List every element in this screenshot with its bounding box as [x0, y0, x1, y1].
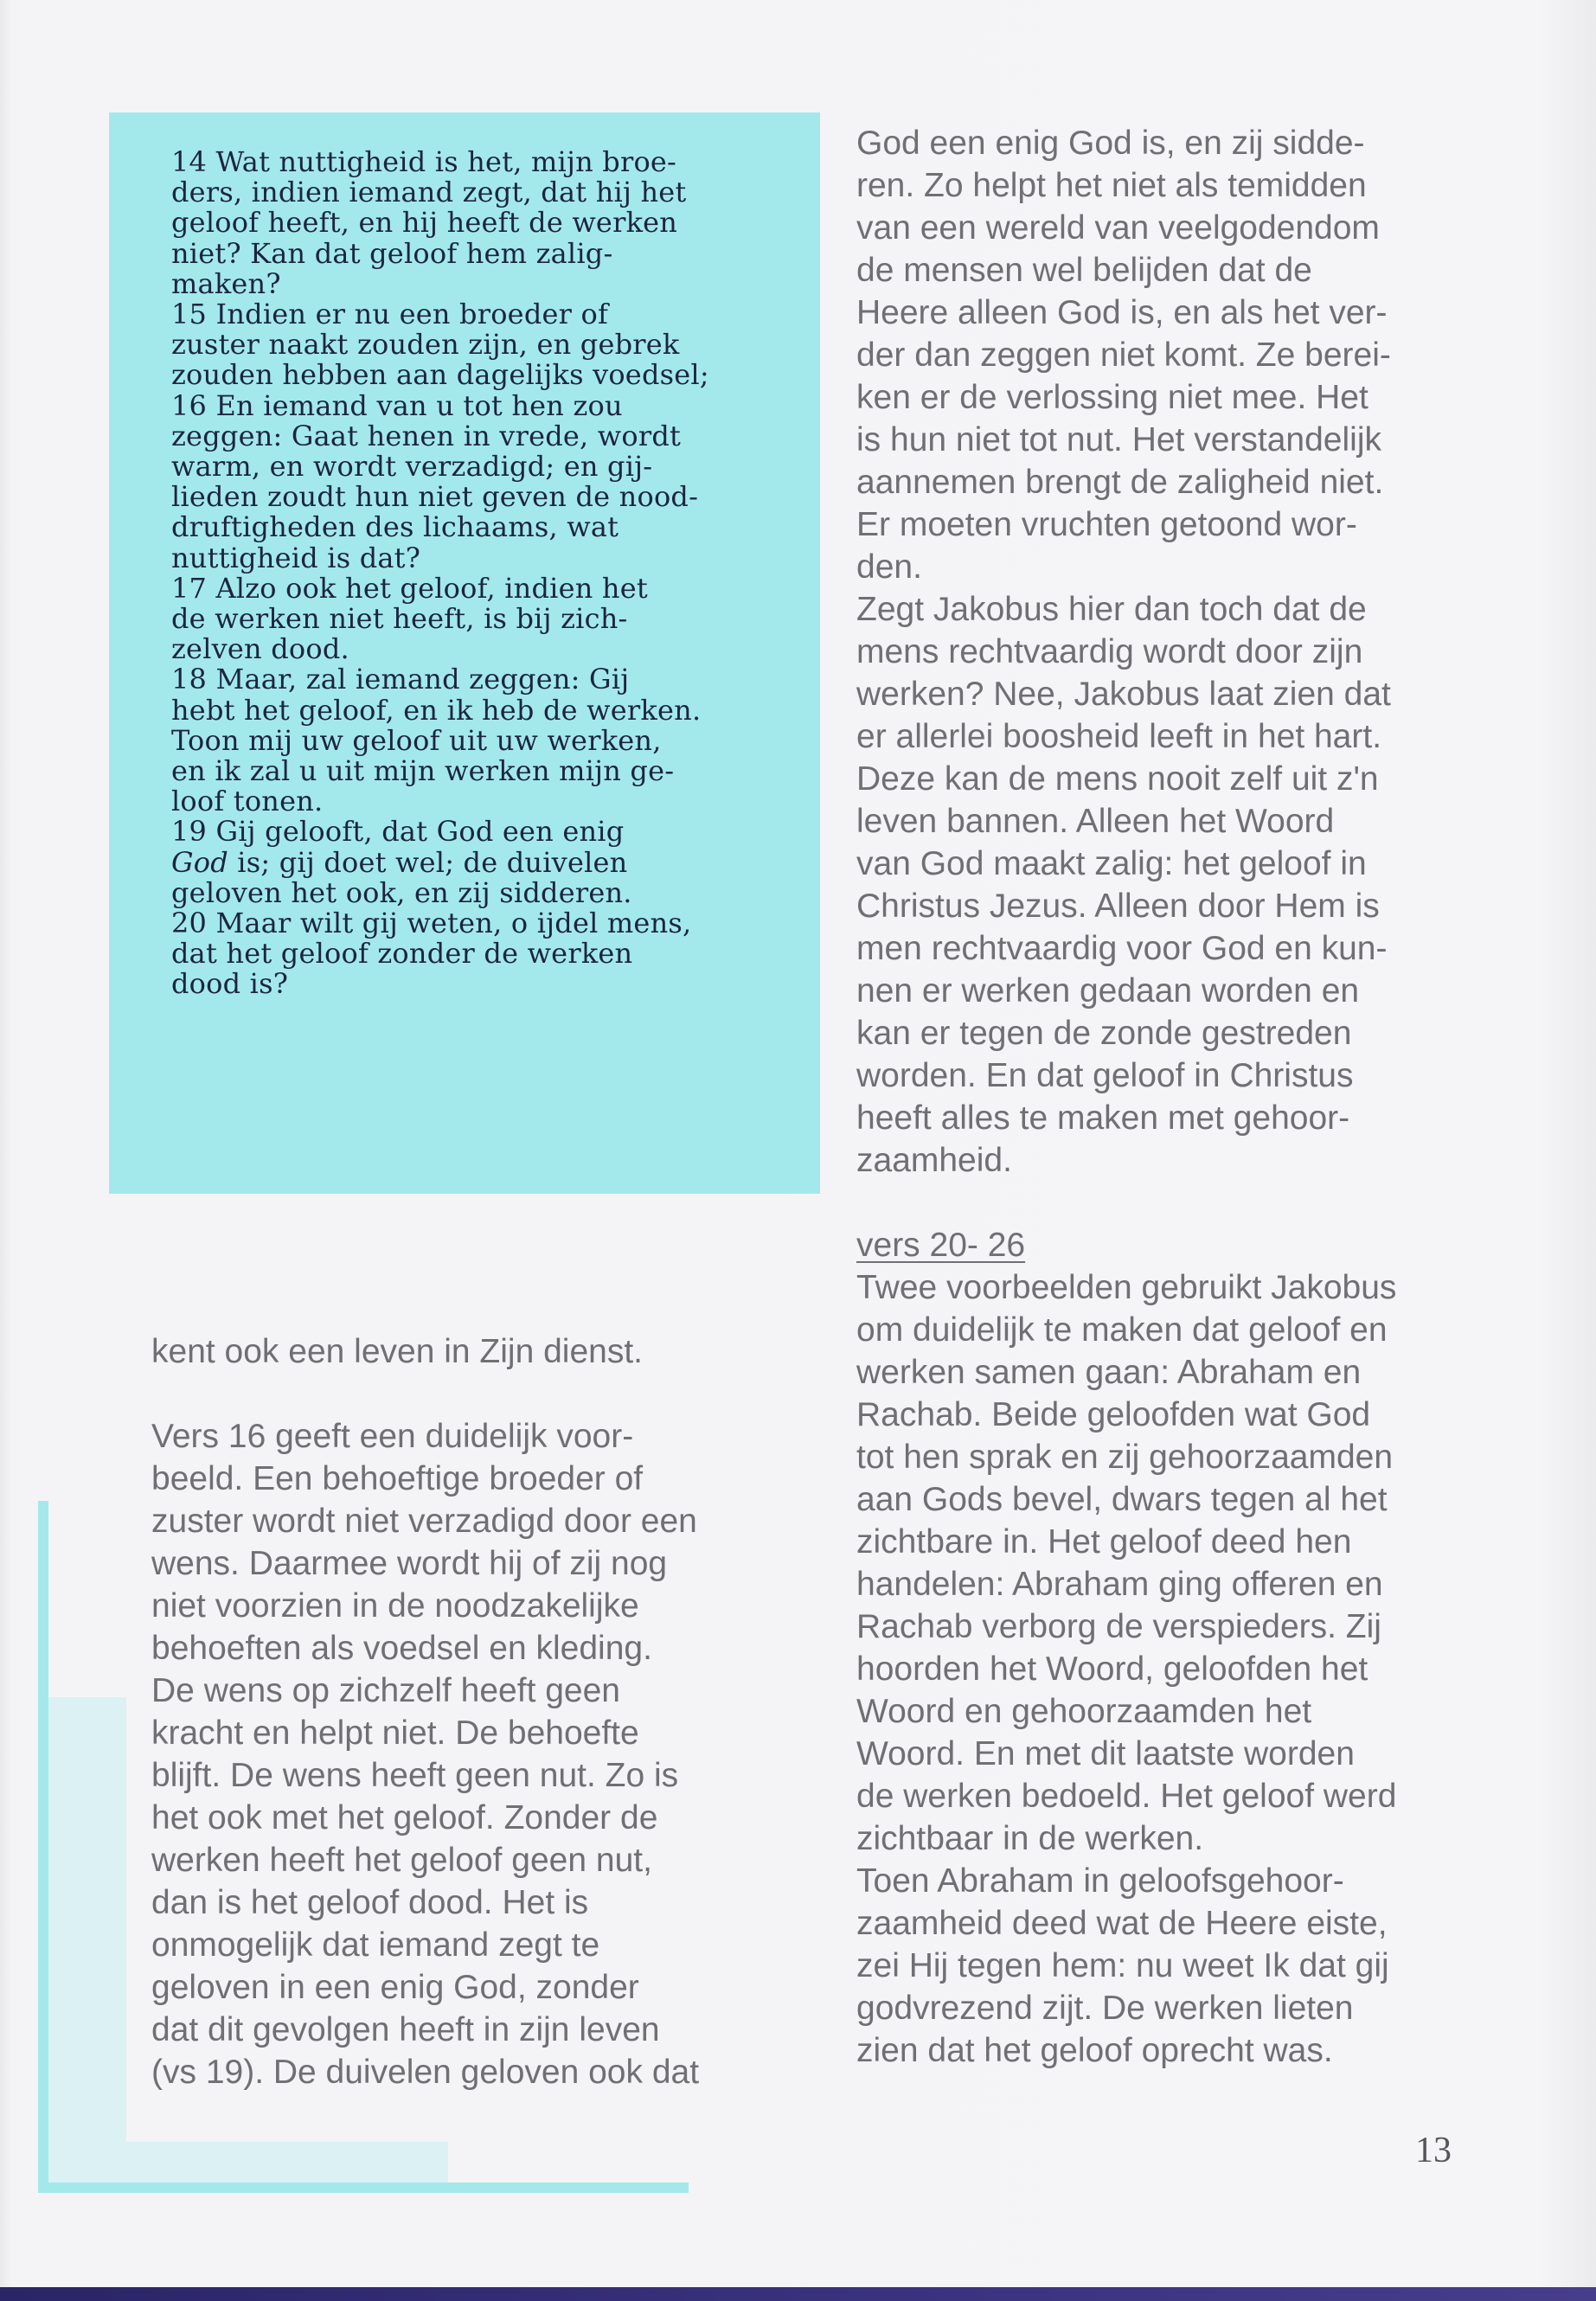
body-line: De wens op zichzelf heeft geen — [151, 1672, 621, 1709]
paragraph-gap — [151, 1373, 774, 1415]
body-line: ren. Zo helpt het niet als temidden — [856, 167, 1367, 204]
scripture-line: Toon mij uw geloof uit uw werken, — [171, 723, 662, 757]
body-line: kracht en helpt niet. De behoefte — [151, 1715, 639, 1752]
body-line: van God maakt zalig: het geloof in — [856, 845, 1367, 882]
left-column — [151, 1330, 774, 2093]
scripture-line: hebt het geloof, en ik heb de werken. — [171, 693, 702, 727]
body-line: is hun niet tot nut. Het verstandelijk — [856, 421, 1381, 458]
body-line: niet voorzien in de noodzakelijke — [151, 1587, 639, 1625]
page-number: 13 — [1415, 2131, 1452, 2170]
body-line: de werken bedoeld. Het geloof werd — [856, 1778, 1397, 1815]
body-line: heeft alles te maken met gehoor- — [856, 1099, 1350, 1137]
body-line: Rachab. Beide geloofden wat God — [856, 1396, 1371, 1433]
body-line: Toen Abraham in geloofsgehoor- — [856, 1862, 1344, 1900]
body-line: werken heeft het geloof geen nut, — [151, 1842, 652, 1879]
scripture-line: 18 Maar, zal iemand zeggen: Gij — [171, 663, 630, 696]
body-line: Zegt Jakobus hier dan toch dat de — [856, 591, 1367, 628]
body-line: leven bannen. Alleen het Woord — [856, 803, 1335, 840]
body-line: werken samen gaan: Abraham en — [856, 1354, 1362, 1391]
scripture-line: de werken niet heeft, is bij zich- — [171, 602, 628, 636]
body-line: van een wereld van veelgodendom — [856, 209, 1380, 247]
body-line: Woord. En met dit laatste worden — [856, 1735, 1355, 1772]
scripture-line: zelven dood. — [171, 632, 349, 666]
body-line: tot hen sprak en zij gehoorzaamden — [856, 1439, 1394, 1476]
body-line: zei Hij tegen hem: nu weet Ik dat gij — [856, 1947, 1389, 1984]
body-line: (vs 19). De duivelen geloven ook dat — [151, 2054, 700, 2091]
scripture-line: maken? — [171, 266, 281, 300]
body-line: zuster wordt niet verzadigd door een — [151, 1503, 697, 1540]
body-line: worden. En dat geloof in Christus — [856, 1057, 1354, 1094]
section-heading: vers 20- 26 — [856, 1227, 1026, 1264]
accent-bar-horizontal — [43, 2182, 689, 2193]
scripture-line: loof tonen. — [171, 785, 324, 818]
scripture-line: 14 Wat nuttigheid is het, mijn broe- — [171, 145, 677, 178]
scripture-line: niet? Kan dat geloof hem zalig- — [171, 236, 613, 270]
body-line: Vers 16 geeft een duidelijk voor- — [151, 1418, 634, 1455]
body-line: geloven in een enig God, zonder — [151, 1969, 639, 2006]
scripture-box — [109, 112, 820, 1194]
body-line: zichtbare in. Het geloof deed hen — [856, 1523, 1352, 1561]
scripture-line: en ik zal u uit mijn werken mijn ge- — [171, 754, 675, 788]
scripture-line-italic — [171, 845, 749, 879]
body-line: den. — [856, 548, 922, 586]
body-line: handelen: Abraham ging offeren en — [856, 1566, 1383, 1603]
body-line: onmogelijk dat iemand zegt te — [151, 1926, 600, 1964]
body-line: om duidelijk te maken dat geloof en — [856, 1311, 1388, 1349]
scripture-line: dood is? — [171, 967, 289, 1001]
body-line: behoeften als voedsel en kleding. — [151, 1630, 652, 1667]
body-line: godvrezend zijt. De werken lieten — [856, 1990, 1354, 2027]
scripture-line: 16 En iemand van u tot hen zou — [171, 388, 623, 422]
body-line: zaamheid. — [856, 1142, 1012, 1179]
body-line: kent ook een leven in Zijn dienst. — [151, 1333, 644, 1370]
body-line: hoorden het Woord, geloofden het — [856, 1650, 1368, 1688]
body-line: wens. Daarmee wordt hij of zij nog — [151, 1545, 668, 1582]
scripture-line: warm, en wordt verzadigd; en gij- — [171, 450, 653, 484]
paragraph-gap — [856, 1182, 1479, 1224]
body-line: er allerlei boosheid leeft in het hart. — [856, 718, 1382, 755]
bottom-edge-strip — [0, 2287, 1596, 2301]
scripture-line: 19 Gij gelooft, dat God een enig — [171, 815, 625, 849]
scripture-line: nuttigheid is dat? — [171, 541, 421, 574]
scripture-italic-word: God — [171, 845, 228, 879]
body-line: zien dat het geloof oprecht was. — [856, 2032, 1333, 2069]
scripture-line: 15 Indien er nu een broeder of — [171, 298, 609, 331]
scripture-line-rest: is; gij doet wel; de duivelen — [237, 845, 628, 879]
scripture-line: dat het geloof zonder de werken — [171, 937, 633, 971]
scripture-line: 17 Alzo ook het geloof, indien het — [171, 571, 648, 605]
right-column — [856, 122, 1479, 2072]
scripture-line: zouden hebben aan dagelijks voedsel; — [171, 358, 709, 392]
accent-tint-block — [48, 1697, 126, 2183]
body-line: aannemen brengt de zaligheid niet. — [856, 464, 1384, 501]
scripture-line: geloven het ook, en zij sidderen. — [171, 875, 632, 909]
scripture-line: lieden zoudt hun niet geven de nood- — [171, 480, 699, 514]
body-line: de mensen wel belijden dat de — [856, 252, 1312, 289]
scripture-line: geloof heeft, en hij heeft de werken — [171, 206, 678, 240]
body-line: werken? Nee, Jakobus laat zien dat — [856, 676, 1391, 713]
body-line: der dan zeggen niet komt. Ze berei- — [856, 336, 1391, 374]
scripture-line: 20 Maar wilt gij weten, o ijdel mens, — [171, 907, 692, 940]
body-line: Christus Jezus. Alleen door Hem is — [856, 888, 1380, 925]
body-line: blijft. De wens heeft geen nut. Zo is — [151, 1757, 679, 1794]
body-line: dat dit gevolgen heeft in zijn leven — [151, 2011, 660, 2048]
body-line: het ook met het geloof. Zonder de — [151, 1799, 658, 1836]
scripture-line: druftigheden des lichaams, wat — [171, 510, 619, 544]
body-line: zichtbaar in de werken. — [856, 1820, 1204, 1857]
body-line: dan is het geloof dood. Het is — [151, 1884, 589, 1921]
body-line: Deze kan de mens nooit zelf uit z'n — [856, 760, 1379, 798]
body-line: Twee voorbeelden gebruikt Jakobus — [856, 1269, 1397, 1306]
body-line: God een enig God is, en zij sidde- — [856, 125, 1365, 162]
accent-tint-block — [126, 2142, 448, 2183]
body-line: kan er tegen de zonde gestreden — [856, 1015, 1352, 1052]
body-line: aan Gods bevel, dwars tegen al het — [856, 1481, 1388, 1518]
scripture-line: zuster naakt zouden zijn, en gebrek — [171, 328, 680, 362]
accent-bar-vertical — [38, 1501, 48, 2193]
body-line: zaamheid deed wat de Heere eiste, — [856, 1905, 1388, 1942]
body-line: mens rechtvaardig wordt door zijn — [856, 633, 1363, 670]
body-line: ken er de verlossing niet mee. Het — [856, 379, 1368, 416]
body-line: men rechtvaardig voor God en kun- — [856, 930, 1388, 967]
body-line: Er moeten vruchten getoond wor- — [856, 506, 1357, 543]
body-line: beeld. Een behoeftige broeder of — [151, 1460, 644, 1497]
body-line: Heere alleen God is, en als het ver- — [856, 294, 1388, 331]
body-line: nen er werken gedaan worden en — [856, 972, 1360, 1009]
scripture-line: ders, indien iemand zegt, dat hij het — [171, 176, 687, 209]
body-line: Woord en gehoorzaamden het — [856, 1693, 1312, 1730]
scripture-line: zeggen: Gaat henen in vrede, wordt — [171, 419, 682, 452]
body-line: Rachab verborg de verspieders. Zij — [856, 1608, 1381, 1645]
